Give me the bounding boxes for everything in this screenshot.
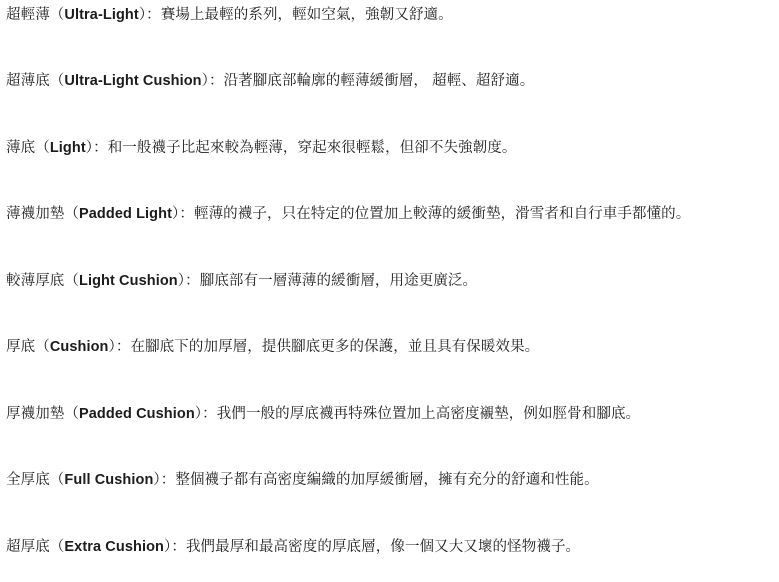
paragraph-full-cushion: 全厚底（Full Cushion）：整個襪子都有高密度編織的加厚緩衝層，擁有充分的舒適和性能。 — [6, 472, 599, 489]
paragraph-cushion: 厚底（Cushion）：在腳底下的加厚層，提供腳底更多的保護，並且具有保暖效果。 — [6, 339, 540, 356]
paragraph-extra-cushion: 超厚底（Extra Cushion）：我們最厚和最高密度的厚底層，像一個又大又壞的怪物襪子。 — [6, 538, 581, 555]
paragraph-ultra-light: 超輕薄（Ultra-Light）：賽場上最輕的系列，輕如空氣，強韌又舒適。 — [6, 7, 453, 23]
paragraph-ultra-light-cushion: 超薄底（Ultra-Light Cushion）：沿著腳底部輪廓的輕薄緩衝層， 超輕、超舒適。 — [6, 73, 535, 90]
paragraph-light: 薄底（Light）：和一般襪子比起來較為輕薄，穿起來很輕鬆，但卻不失強韌度。 — [6, 139, 517, 156]
paragraph-padded-light: 薄襪加墊（Padded Light）：輕薄的襪子，只在特定的位置加上較薄的緩衝墊，滑雪者和自行車手都懂的。 — [6, 206, 691, 223]
paragraph-light-cushion: 較薄厚底（Light Cushion）：腳底部有一層薄薄的緩衝層，用途更廣泛。 — [6, 272, 478, 289]
paragraph-padded-cushion: 厚襪加墊（Padded Cushion）：我們一般的厚底襪再特殊位置加上高密度襯墊，例如脛骨和腳底。 — [6, 405, 641, 422]
